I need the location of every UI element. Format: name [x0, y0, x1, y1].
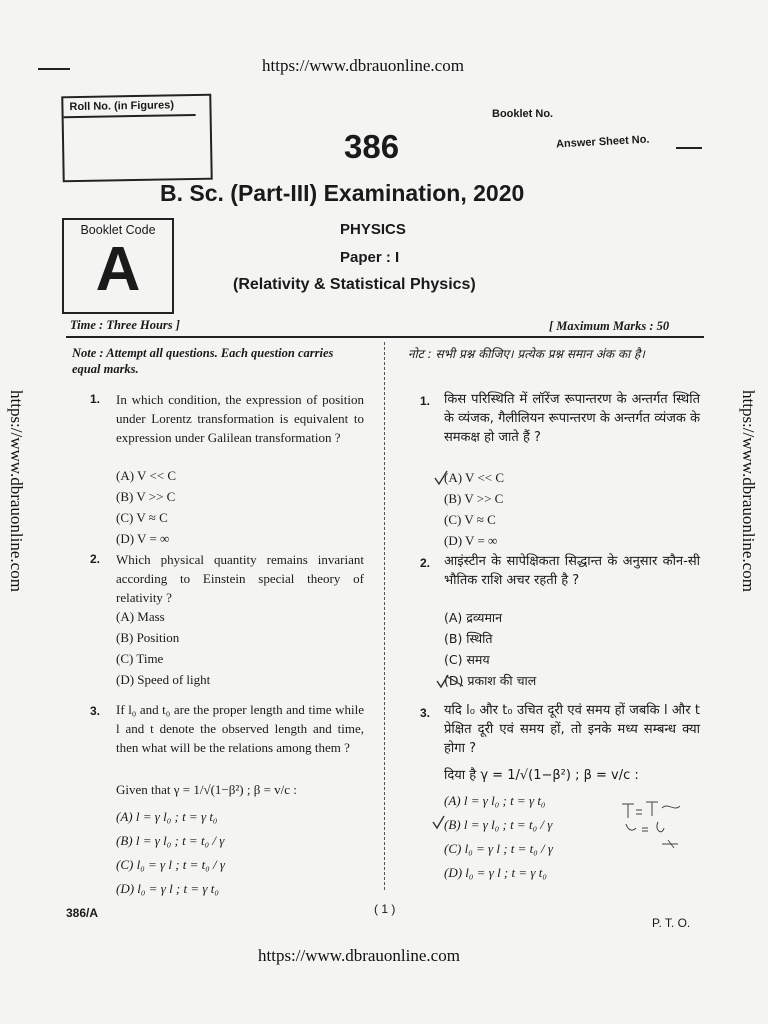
- hindi-q1-option-c: (C) V ≈ C: [444, 512, 496, 527]
- q3-option-d: (D) l₀ = γ l ; t = γ t₀: [116, 881, 219, 896]
- note-hindi: नोट : सभी प्रश्न कीजिए। प्रत्येक प्रश्न समान अंक का है।: [408, 347, 645, 361]
- q1-option-a: (A) V << C: [116, 468, 177, 483]
- paper-code: 386: [344, 128, 400, 165]
- q2-number: 2.: [90, 552, 101, 566]
- pto-label: P. T. O.: [652, 916, 691, 930]
- page-number: ( 1 ): [374, 902, 396, 916]
- hindi-q3-option-a: (A) l = γ l₀ ; t = γ t₀: [444, 793, 546, 808]
- footer-code: 386/A: [66, 906, 99, 920]
- q1-option-b: (B) V >> C: [116, 489, 176, 504]
- q3-option-b: (B) l = γ l₀ ; t = t₀ / γ: [116, 833, 225, 848]
- q3-number: 3.: [90, 704, 101, 718]
- max-marks: [ Maximum Marks : 50: [549, 319, 670, 333]
- booklet-code-letter: A: [95, 235, 141, 304]
- q2-options: [116, 606, 210, 690]
- subject: PHYSICS: [340, 221, 406, 238]
- q1-option-d: (D) V = ∞: [116, 531, 170, 546]
- hindi-q1-tick-mark: [434, 470, 448, 486]
- answer-sheet-line: [676, 147, 702, 149]
- exam-title: B. Sc. (Part-III) Examination, 2020: [160, 180, 525, 206]
- hindi-q3-given: दिया है γ = 1/√(1−β²) ; β = v/c :: [444, 768, 639, 783]
- q1-number: 1.: [90, 392, 101, 406]
- q1-option-c: (C) V ≈ C: [116, 510, 168, 525]
- q1-text: In which condition, the expression of position under Lorentz transformation is equivalent to expression under Galilean transformation ?: [116, 392, 364, 445]
- booklet-code-box: [62, 218, 174, 314]
- answer-sheet-label: Answer Sheet No.: [555, 133, 650, 151]
- hindi-q1-options: [444, 467, 504, 551]
- q1-options: [116, 465, 176, 549]
- note-english: Note : Attempt all questions. Each question carries equal marks.: [72, 346, 334, 376]
- hindi-q3-number: 3.: [420, 706, 431, 720]
- q3-text: If l₀ and t₀ are the proper length and time while l and t denote the observed length and time, then what will be the relations among them ?: [116, 702, 364, 755]
- q2-option-a: (A) Mass: [116, 609, 165, 624]
- q3-given: Given that γ = 1/√(1−β²) ; β = v/c :: [116, 782, 297, 797]
- q2-option-c: (C) Time: [116, 651, 164, 666]
- q3-option-a: (A) l = γ l₀ ; t = γ t₀: [116, 809, 218, 824]
- scan-mark: [38, 68, 70, 70]
- time-label: Time : Three Hours ]: [70, 318, 180, 332]
- q2-option-b: (B) Position: [116, 630, 180, 645]
- hindi-q2-option-a: (A) द्रव्यमान: [444, 610, 503, 625]
- paper-title: (Relativity & Statistical Physics): [233, 276, 476, 293]
- hindi-q1-option-b: (B) V >> C: [444, 491, 504, 506]
- booklet-code-label: Booklet Code: [80, 223, 156, 237]
- handwritten-scribble: [618, 796, 700, 856]
- q2-text: Which physical quantity remains invariant according to Einstein special theory of relativity ?: [116, 552, 364, 605]
- watermark-bottom: https://www.dbrauonline.com: [258, 946, 460, 965]
- roll-no-label: Roll No. (in Figures): [63, 96, 195, 118]
- booklet-no-label: Booklet No.: [492, 108, 554, 120]
- hindi-q2-text: आइंस्टीन के सापेक्षिकता सिद्धान्त के अनुसार कौन-सी भौतिक राशि अचर रहती है ?: [444, 554, 700, 588]
- hindi-q1-number: 1.: [420, 394, 431, 408]
- hindi-q3-tick-mark: [432, 814, 452, 830]
- hindi-q2-option-c: (C) समय: [444, 652, 490, 667]
- hindi-q2-option-b: (B) स्थिति: [444, 631, 493, 646]
- hindi-q2-number: 2.: [420, 556, 431, 570]
- hindi-q3-options: [444, 789, 553, 885]
- column-divider: [384, 342, 385, 890]
- roll-no-box: [61, 94, 212, 183]
- hindi-q1-option-d: (D) V = ∞: [444, 533, 498, 548]
- q3-options: [116, 805, 225, 901]
- hindi-q3-option-c: (C) l₀ = γ l ; t = t₀ / γ: [444, 841, 554, 856]
- hindi-q1-text: किस परिस्थिति में लॉरेंज रूपान्तरण के अन्तर्गत स्थिति के व्यंजक, गैलीलियन रूपान्तरण के अन्तर्गत व्यंजक के समकक्ष हो जाते हैं ?: [444, 392, 700, 445]
- hindi-q2-option-d: (D) प्रकाश की चाल: [444, 673, 537, 688]
- paper-number: Paper : I: [340, 249, 400, 266]
- hindi-q1-option-a: (A) V << C: [444, 470, 505, 485]
- watermark-right: https://www.dbrauonline.com: [739, 390, 758, 592]
- q3-option-c: (C) l₀ = γ l ; t = t₀ / γ: [116, 857, 226, 872]
- q2-option-d: (D) Speed of light: [116, 672, 211, 687]
- hindi-q2-tick-mark: [436, 673, 466, 689]
- header-rule: [66, 336, 704, 338]
- hindi-q3-option-d: (D) l₀ = γ l ; t = γ t₀: [444, 865, 547, 880]
- hindi-q3-text: यदि l₀ और t₀ उचित दूरी एवं समय हों जबकि l और t प्रेक्षित दूरी एवं समय हों, तो इनके मध्य सम्बन्ध क्या होगा ?: [444, 703, 700, 756]
- watermark-left: https://www.dbrauonline.com: [7, 390, 26, 592]
- hindi-q3-option-b: (B) l = γ l₀ ; t = t₀ / γ: [444, 817, 553, 832]
- watermark-top: https://www.dbrauonline.com: [262, 56, 464, 75]
